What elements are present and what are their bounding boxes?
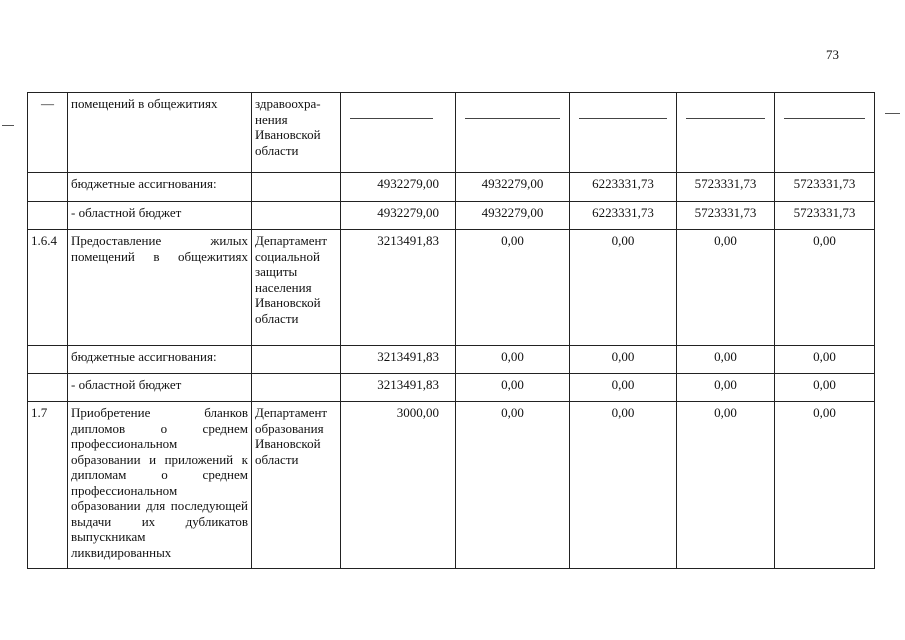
row-number: 1.7 — [28, 402, 68, 569]
blank-line — [686, 118, 765, 119]
row-value: 0,00 — [570, 230, 677, 346]
row-value: 0,00 — [570, 402, 677, 569]
table-row — [28, 202, 875, 230]
row-executor — [252, 346, 341, 374]
table-row — [28, 402, 875, 569]
row-value — [570, 93, 677, 173]
row-executor: Департамент образования Ивановской области — [252, 402, 341, 569]
row-number: — — [28, 93, 68, 173]
row-executor — [252, 173, 341, 202]
row-value: 5723331,73 — [677, 202, 775, 230]
row-number — [28, 173, 68, 202]
blank-line — [784, 118, 865, 119]
row-value: 4932279,00 — [341, 173, 456, 202]
row-name: помещений в общежитиях — [68, 93, 252, 173]
blank-line — [350, 118, 433, 119]
row-value — [677, 93, 775, 173]
row-number — [28, 202, 68, 230]
row-value: 5723331,73 — [775, 173, 875, 202]
row-name: бюджетные ассигнования: — [68, 346, 252, 374]
row-value: 0,00 — [775, 374, 875, 402]
row-value: 0,00 — [677, 402, 775, 569]
blank-line — [465, 118, 560, 119]
row-name: - областной бюджет — [68, 202, 252, 230]
row-number — [28, 374, 68, 402]
row-value: 0,00 — [775, 230, 875, 346]
row-value: 0,00 — [456, 374, 570, 402]
row-value: 5723331,73 — [775, 202, 875, 230]
row-value: 3213491,83 — [341, 346, 456, 374]
row-executor — [252, 374, 341, 402]
row-value: 0,00 — [677, 346, 775, 374]
budget-table — [27, 92, 875, 569]
row-value — [341, 93, 456, 173]
row-number: 1.6.4 — [28, 230, 68, 346]
row-value: 0,00 — [775, 402, 875, 569]
row-value: 3213491,83 — [341, 230, 456, 346]
table-row — [28, 173, 875, 202]
row-value: 4932279,00 — [456, 202, 570, 230]
row-name: Предоставление жилых помещений в общежитиях — [68, 230, 252, 346]
row-value: 0,00 — [570, 374, 677, 402]
row-value — [775, 93, 875, 173]
row-executor — [252, 202, 341, 230]
row-value: 6223331,73 — [570, 173, 677, 202]
page-number: 73 — [826, 47, 839, 62]
row-name: - областной бюджет — [68, 374, 252, 402]
row-value: 5723331,73 — [677, 173, 775, 202]
row-value: 3213491,83 — [341, 374, 456, 402]
row-name: бюджетные ассигнования: — [68, 173, 252, 202]
table-row — [28, 230, 875, 346]
row-value: 0,00 — [677, 374, 775, 402]
row-value: 0,00 — [456, 346, 570, 374]
row-executor: здравоохра-нения Ивановской области — [252, 93, 341, 173]
row-value: 4932279,00 — [341, 202, 456, 230]
row-value: 0,00 — [677, 230, 775, 346]
table-row — [28, 374, 875, 402]
row-number — [28, 346, 68, 374]
row-value: 0,00 — [775, 346, 875, 374]
row-value: 0,00 — [456, 402, 570, 569]
margin-mark — [885, 113, 900, 114]
row-value: 0,00 — [456, 230, 570, 346]
blank-line — [579, 118, 667, 119]
row-value: 3000,00 — [341, 402, 456, 569]
row-name: Приобретение бланков дипломов о среднем профессиональном образовании и приложений к дипломам о среднем профессиональном образовании для последующей выдачи их дубликатов выпускникам ликвидированных — [68, 402, 252, 569]
row-value: 0,00 — [570, 346, 677, 374]
table-row — [28, 346, 875, 374]
table-row — [28, 93, 875, 173]
row-value: 4932279,00 — [456, 173, 570, 202]
row-value: 6223331,73 — [570, 202, 677, 230]
row-executor: Департамент социальной защиты населения Ивановской области — [252, 230, 341, 346]
row-value — [456, 93, 570, 173]
margin-mark — [2, 125, 14, 126]
